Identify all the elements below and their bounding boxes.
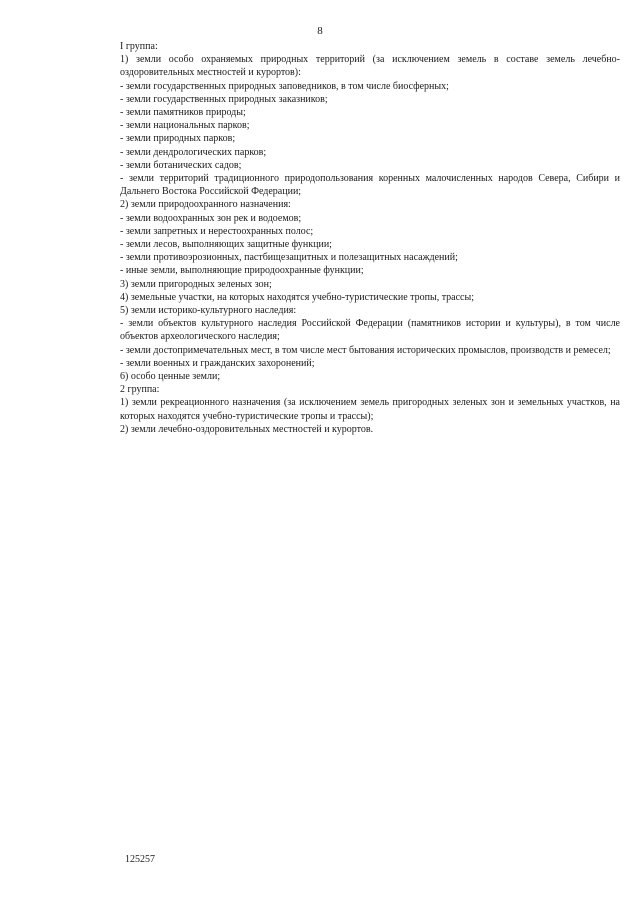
text-line: 1) земли особо охраняемых природных территорий (за исключением земель в составе земель лечебно-оздоровительных местностей и курортов):	[120, 54, 620, 79]
text-line: 1) земли рекреационного назначения (за исключением земель пригородных зеленых зон и земельных участков, на которых находятся учебно-туристические тропы и трассы);	[120, 397, 620, 422]
text-line: 2 группа:	[120, 384, 160, 396]
text-line: - земли водоохранных зон рек и водоемов;	[120, 212, 302, 224]
text-line: - иные земли, выполняющие природоохранные функции;	[120, 265, 364, 277]
text-line: 3) земли пригородных зеленых зон;	[120, 278, 272, 290]
text-line: - земли государственных природных заповедников, в том числе биосферных;	[120, 80, 449, 92]
text-line: I группа:	[120, 41, 158, 52]
text-line: - земли запретных и нерестоохранных полос;	[120, 225, 314, 237]
page-number: 8	[317, 25, 323, 37]
text-line: - земли памятников природы;	[120, 107, 246, 119]
text-line: - земли лесов, выполняющих защитные функции;	[120, 239, 332, 251]
text-line: - земли дендрологических парков;	[120, 146, 267, 158]
text-line: 5) земли историко-культурного наследия:	[120, 305, 297, 317]
document-id: 125257	[125, 854, 155, 865]
text-line: - земли ботанических садов;	[120, 159, 242, 171]
document-body	[120, 40, 620, 436]
text-line: 2) земли лечебно-оздоровительных местностей и курортов.	[120, 423, 374, 435]
text-line: - земли противоэрозионных, пастбищезащитных и полезащитных насаждений;	[120, 252, 458, 264]
text-line: 2) земли природоохранного назначения:	[120, 199, 291, 211]
text-line: - земли государственных природных заказников;	[120, 93, 328, 105]
text-line: - земли природных парков;	[120, 133, 236, 145]
text-line: - земли объектов культурного наследия Российской Федерации (памятников истории и культуры), в том числе объектов археологического наследия;	[120, 318, 620, 343]
text-line: 6) особо ценные земли;	[120, 371, 221, 383]
text-line: - земли достопримечательных мест, в том числе мест бытования исторических промыслов, производств и ремесел;	[120, 344, 611, 356]
text-line: 4) земельные участки, на которых находятся учебно-туристические тропы, трассы;	[120, 291, 474, 303]
text-line: - земли военных и гражданских захоронений;	[120, 357, 315, 369]
text-line: - земли национальных парков;	[120, 120, 250, 132]
text-line: - земли территорий традиционного природопользования коренных малочисленных народов Севера, Сибири и Дальнего Востока Российской Федерации;	[120, 173, 620, 198]
